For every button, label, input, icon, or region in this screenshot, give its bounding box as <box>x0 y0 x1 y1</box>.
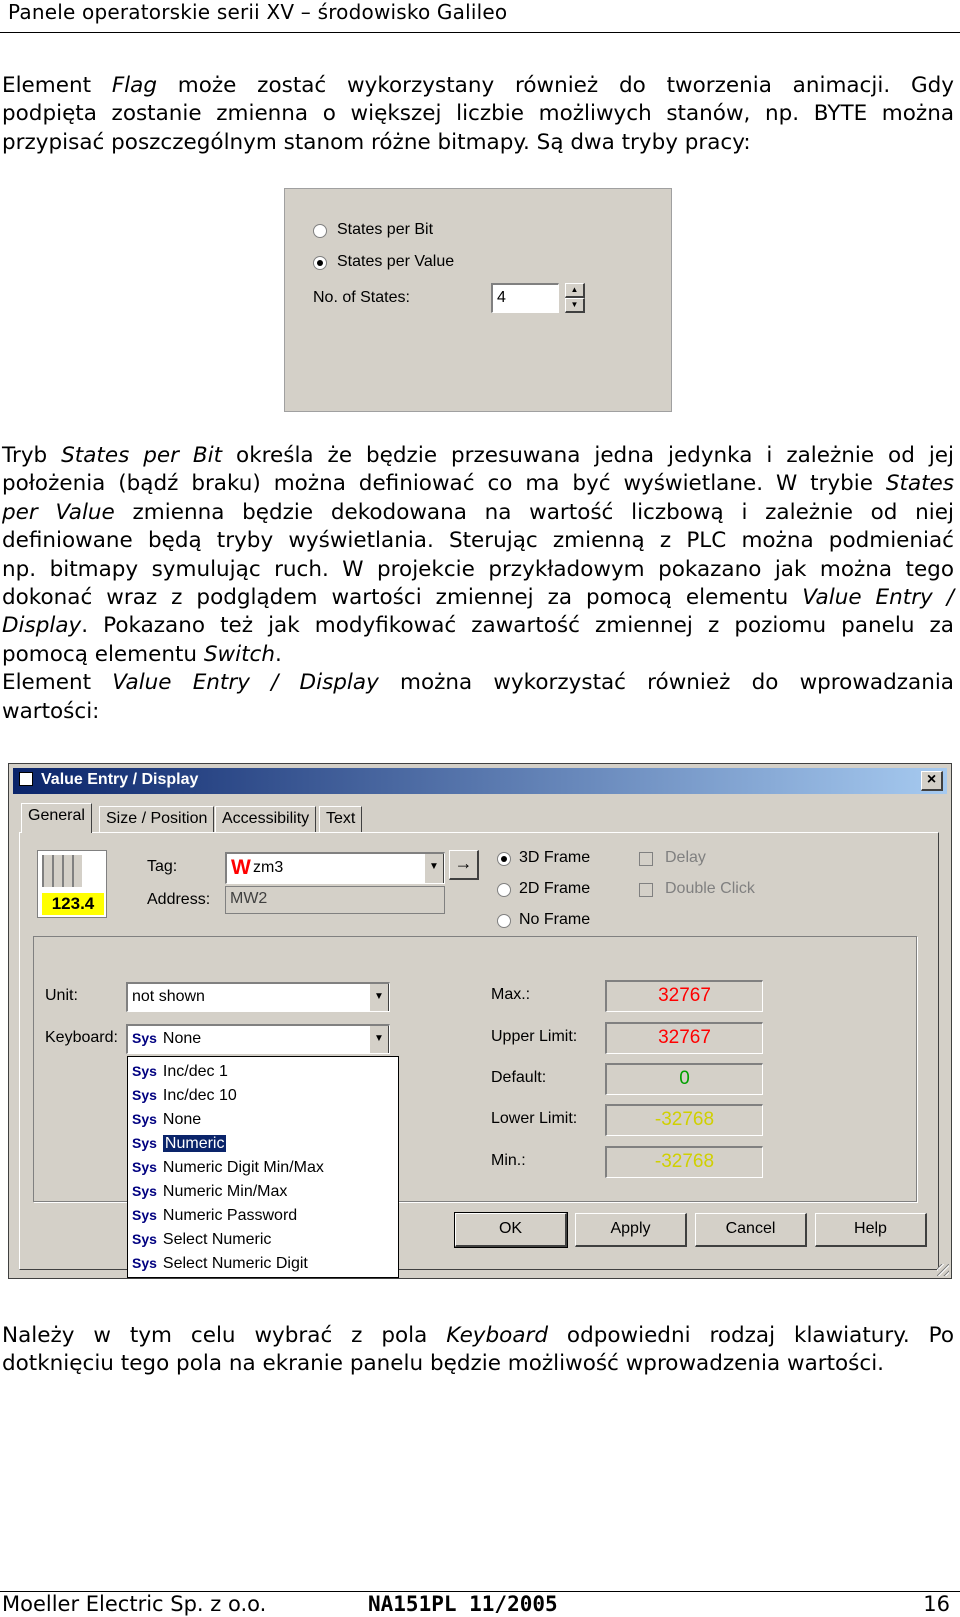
delay-checkbox[interactable] <box>639 852 653 866</box>
close-button[interactable]: × <box>921 771 943 791</box>
lower-limit-label: Lower Limit: <box>491 1110 578 1127</box>
no-frame-label: No Frame <box>519 911 591 928</box>
frame-2d-radio[interactable] <box>497 883 511 897</box>
value-entry-icon <box>37 850 107 918</box>
unit-select[interactable] <box>126 982 390 1012</box>
default-value[interactable]: 0 <box>605 1063 763 1095</box>
chevron-down-icon[interactable]: ▼ <box>369 1026 389 1053</box>
tab-text[interactable]: Text <box>319 806 362 832</box>
unit-label: Unit: <box>45 987 78 1004</box>
no-of-states-label: No. of States: <box>313 289 410 306</box>
address-label: Address: <box>147 891 211 908</box>
keyboard-option[interactable]: Sys Numeric Min/Max <box>132 1183 288 1200</box>
paragraph-2 <box>2 442 954 726</box>
para2-line4: definiowane będą tryby wyświetlania. Sterując zmienną z PLC można podmieniać <box>2 528 954 554</box>
footer-company: Moeller Electric Sp. z o.o. <box>2 1592 267 1616</box>
para2-line9: Element Value Entry / Display można wykorzystać również do wprowadzania <box>2 670 954 696</box>
no-frame-radio[interactable] <box>497 914 511 928</box>
paragraph-1 <box>2 72 954 157</box>
spin-up-button[interactable]: ▲ <box>565 283 585 298</box>
help-button[interactable]: Help <box>815 1213 927 1247</box>
keyboard-option-selected[interactable]: Sys Numeric <box>132 1135 225 1152</box>
keyboard-selected: Sys None <box>132 1030 202 1047</box>
header-divider <box>0 32 960 33</box>
keyboard-option[interactable]: Sys Select Numeric Digit <box>132 1255 308 1272</box>
states-per-bit-radio[interactable] <box>313 224 327 238</box>
keyboard-dropdown-list <box>127 1056 399 1278</box>
keyboard-option[interactable]: Sys Numeric Digit Min/Max <box>132 1159 324 1176</box>
cancel-button[interactable]: Cancel <box>695 1213 807 1247</box>
resize-grip[interactable] <box>937 1264 949 1276</box>
keyboard-select[interactable] <box>126 1024 390 1054</box>
para2-line7: Display. Pokazano też jak modyfikować zawartość zmiennej z poziomu panelu za <box>2 613 954 639</box>
page-number: 16 <box>923 1592 950 1616</box>
keyboard-option[interactable]: Sys None <box>132 1111 202 1128</box>
tab-size-position[interactable]: Size / Position <box>99 806 214 832</box>
paragraph-3 <box>2 1322 954 1379</box>
keypad-icon <box>42 855 82 887</box>
para2-line3: per Value zmienna będzie dekodowana na wartość liczbową i zależnie od niej <box>2 499 954 525</box>
upper-limit-value[interactable]: 32767 <box>605 1022 763 1054</box>
tag-select[interactable] <box>225 852 445 884</box>
no-of-states-input[interactable]: 4 <box>491 283 559 313</box>
keyboard-label: Keyboard: <box>45 1029 118 1046</box>
address-field: MW2 <box>225 886 445 914</box>
double-click-label: Double Click <box>665 880 755 897</box>
keyboard-option[interactable]: Sys Numeric Password <box>132 1207 298 1224</box>
default-label: Default: <box>491 1069 547 1086</box>
para2-line8: pomocą elementu Switch. <box>2 641 282 667</box>
states-dialog <box>284 188 672 412</box>
min-label: Min.: <box>491 1152 526 1169</box>
footer-doc-id: NA151PL 11/2005 <box>368 1592 558 1616</box>
keyboard-option[interactable]: Sys Inc/dec 1 <box>132 1063 228 1080</box>
para2-line5: np. bitmapy symulując ruch. W projekcie przykładowym pokazano jak można tego <box>2 556 954 582</box>
states-per-value-radio[interactable] <box>313 256 327 270</box>
tab-general[interactable]: General <box>21 803 92 833</box>
ok-button[interactable]: OK <box>455 1213 567 1247</box>
para2-line6: dokonać wraz z podglądem wartości zmiennej za pomocą elementu Value Entry / <box>2 584 955 610</box>
page-header: Panele operatorskie serii XV – środowisko Galileo <box>8 0 508 24</box>
tag-value: zm3 <box>253 859 284 876</box>
para1-line1: Element Flag może zostać wykorzystany również do tworzenia animacji. Gdy <box>2 73 954 98</box>
icon-value: 123.4 <box>42 893 104 915</box>
para1-line3: przypisać poszczególnym stanom różne bitmapy. Są dwa tryby pracy: <box>2 129 751 155</box>
lower-limit-value[interactable]: -32768 <box>605 1104 763 1136</box>
spin-down-button[interactable]: ▼ <box>565 298 585 313</box>
chevron-down-icon[interactable]: ▼ <box>424 854 444 883</box>
para2-line2: położenia (bądź braku) można definiować co ma być wyświetlane. W trybie States <box>2 471 954 497</box>
dialog-title: Value Entry / Display <box>41 771 199 788</box>
delay-label: Delay <box>665 849 706 866</box>
window-icon <box>19 772 33 786</box>
chevron-down-icon[interactable]: ▼ <box>369 984 389 1011</box>
double-click-checkbox[interactable] <box>639 883 653 897</box>
states-per-bit-label: States per Bit <box>337 221 434 238</box>
dialog-titlebar <box>13 768 947 794</box>
tag-label: Tag: <box>147 858 178 875</box>
states-per-value-label: States per Value <box>337 253 455 270</box>
upper-limit-label: Upper Limit: <box>491 1028 578 1045</box>
tab-accessibility[interactable]: Accessibility <box>215 806 316 832</box>
para2-line10: wartości: <box>2 698 100 724</box>
min-value[interactable]: -32768 <box>605 1146 763 1178</box>
para3-line2: dotknięciu tego pola na ekranie panelu będzie możliwość wprowadzenia wartości. <box>2 1351 885 1377</box>
max-label: Max.: <box>491 986 531 1003</box>
tag-prefix-icon: W <box>231 856 251 879</box>
para1-line2: podpięta zostanie zmienna o większej liczbie możliwych stanów, np. BYTE można <box>2 101 954 127</box>
keyboard-option[interactable]: Sys Select Numeric <box>132 1231 272 1248</box>
tag-browse-button[interactable]: → <box>449 850 479 880</box>
frame-2d-label: 2D Frame <box>519 880 591 897</box>
frame-3d-radio[interactable] <box>497 852 511 866</box>
apply-button[interactable]: Apply <box>575 1213 687 1247</box>
frame-3d-label: 3D Frame <box>519 849 591 866</box>
keyboard-option[interactable]: Sys Inc/dec 10 <box>132 1087 237 1104</box>
para3-line1: Należy w tym celu wybrać z pola Keyboard odpowiedni rodzaj klawiatury. Po <box>2 1323 954 1348</box>
unit-value: not shown <box>132 988 205 1005</box>
para2-line1: Tryb States per Bit określa że będzie przesuwana jedna jedynka i zależnie od jej <box>2 443 954 468</box>
max-value[interactable]: 32767 <box>605 980 763 1012</box>
